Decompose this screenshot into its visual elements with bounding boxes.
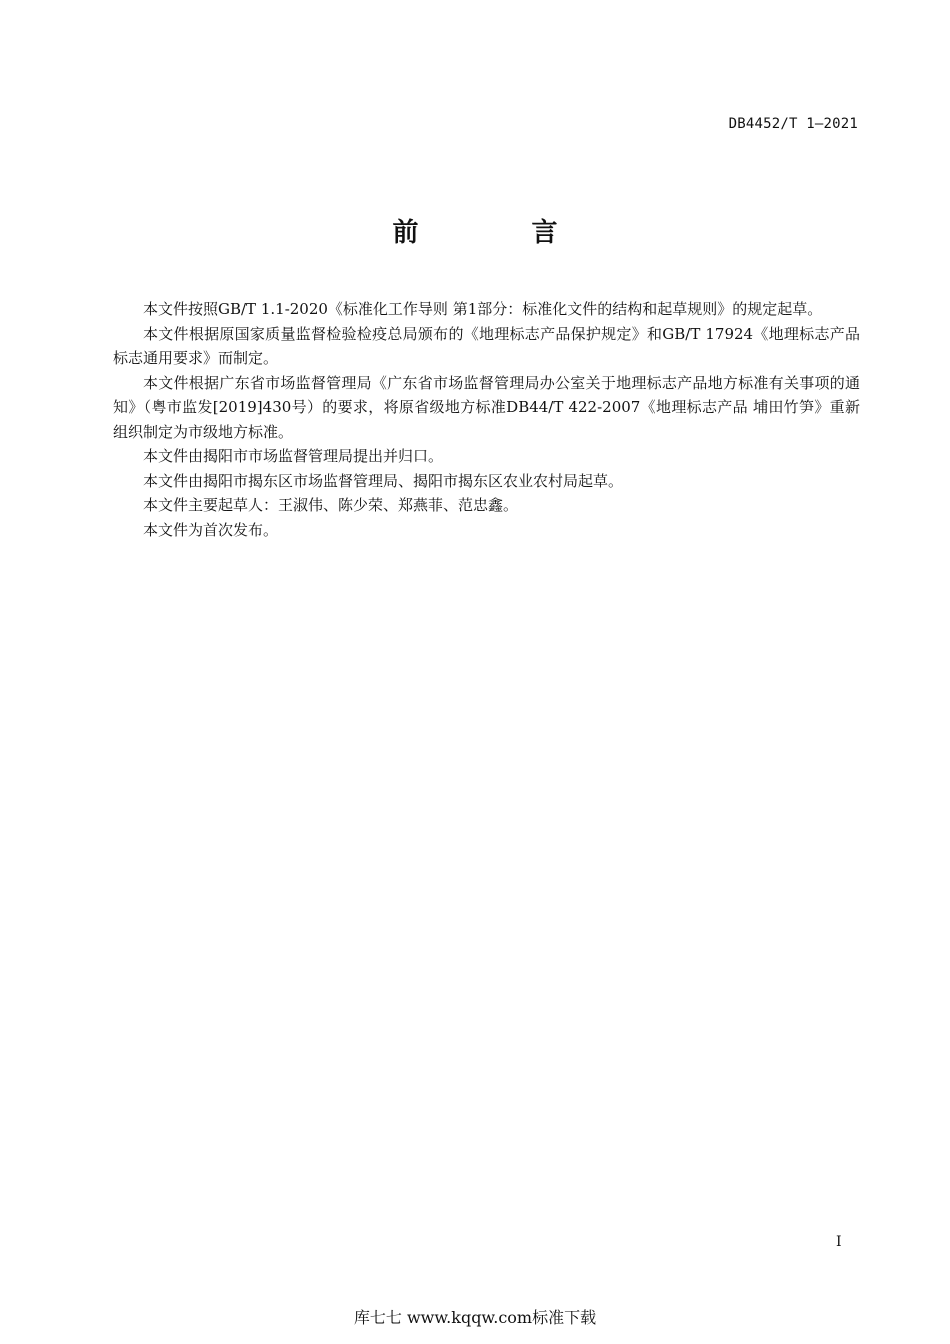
- page-number: I: [836, 1234, 842, 1250]
- paragraph-drafters: 本文件主要起草人：王淑伟、陈少荣、郑燕菲、范忠鑫。: [143, 496, 519, 514]
- paragraph-basis: 本文件根据原国家质量监督检验检疫总局颁布的《地理标志产品保护规定》和GB/T 17924《地理标志产品标志通用要求》而制定。: [113, 324, 860, 367]
- paragraph-drafting-rules: 本文件按照GB/T 1.1-2020《标准化工作导则 第1部分：标准化文件的结构和起草规则》的规定起草。: [143, 300, 823, 318]
- page-title: 前 言: [392, 218, 610, 248]
- document-code: DB4452/T 1—2021: [728, 116, 858, 132]
- paragraph-first-release: 本文件为首次发布。: [143, 520, 279, 539]
- paragraph-proposer: 本文件由揭阳市市场监督管理局提出并归口。: [143, 447, 444, 465]
- paragraph-notice: 本文件根据广东省市场监督管理局《广东省市场监督管理局办公室关于地理标志产品地方标准有关事项的通知》（粤市监发[2019]430号）的要求，将原省级地方标准DB44/T 422-2007《地理标志产品 埔田竹笋》重新组织制定为市级地方标准。: [113, 373, 860, 441]
- foreword-body: [113, 297, 860, 542]
- footer-watermark-text: 库七七 www.kqqw.com标准下载: [353, 1308, 597, 1327]
- paragraph-drafting-units: 本文件由揭阳市揭东区市场监督管理局、揭阳市揭东区农业农村局起草。: [143, 471, 624, 490]
